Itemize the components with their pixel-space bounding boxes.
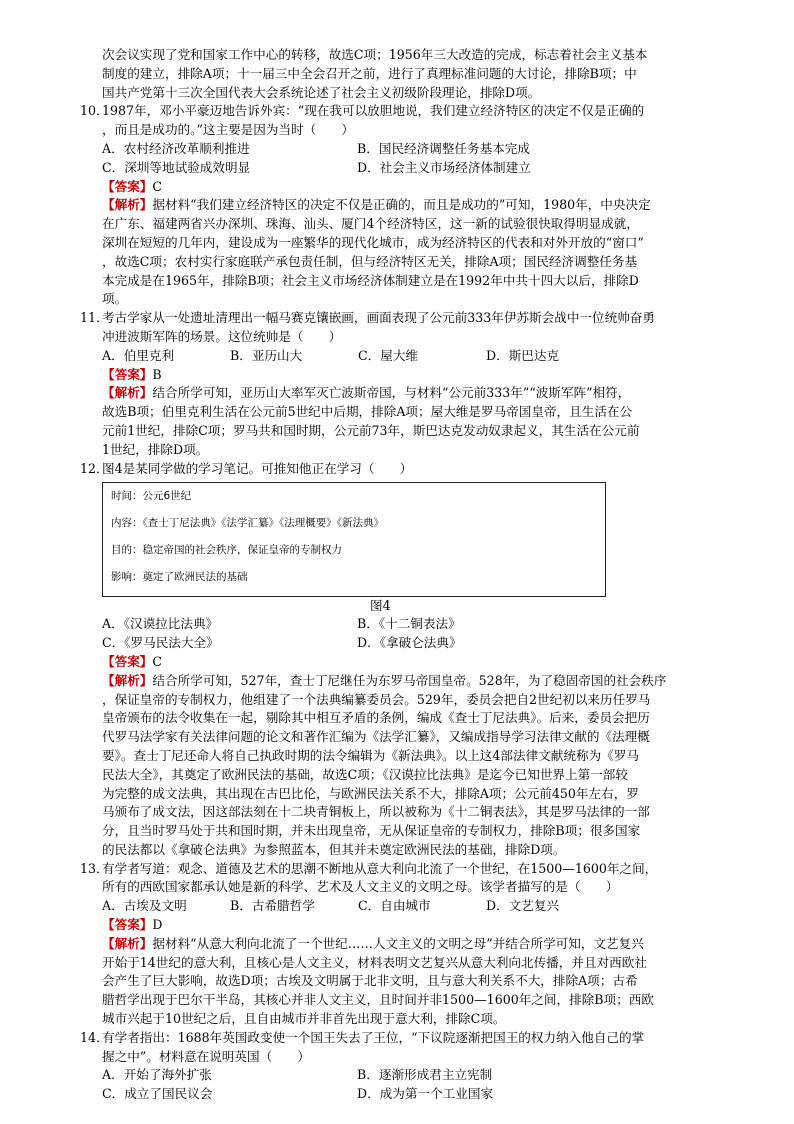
question-number: 13． — [80, 860, 109, 876]
answer-value: C — [152, 178, 163, 194]
option-b: B．国民经济调整任务基本完成 — [357, 140, 530, 156]
option-b: B．《十二铜表法》 — [357, 616, 461, 632]
document-content — [80, 46, 720, 1104]
analysis-text: 马颁布了成文法，因这部法刻在十二块青铜板上，所以被称为《十二铜表法》，其是罗马法律的一部 — [102, 804, 650, 820]
text-line: 次会议实现了党和国家工作中心的转移，故选C项；1956年三大改造的完成，标志着社会主义基本 — [102, 47, 648, 62]
option-d: D．《拿破仑法典》 — [357, 635, 462, 651]
question-stem: 考古学家从一处遗址清理出一幅马赛克镶嵌画，画面表现了公元前333年伊苏斯会战中一位统帅奋勇 — [102, 310, 655, 326]
question-number: 11． — [80, 310, 109, 326]
analysis-text: 1世纪，排除D项。 — [102, 441, 209, 457]
analysis-text: 为完整的成文法典，其出现在古巴比伦，与欧洲民法关系不大，排除A项；公元前450年左右，罗 — [102, 785, 639, 801]
analysis-text: 开始于14世纪的意大利，且核心是人文主义，材料表明文艺复兴从意大利向北传播，并且对西欧社 — [102, 954, 647, 970]
option-d: D．社会主义市场经济体制建立 — [357, 159, 531, 175]
question-12 — [80, 460, 720, 860]
option-b: B．古希腊哲学 — [230, 898, 315, 914]
option-a: A．古埃及文明 — [102, 898, 187, 914]
answer-tag: 【答案】 — [102, 917, 153, 933]
option-b: B．逐渐形成君主立宪制 — [357, 1067, 493, 1083]
analysis-text: 元前1世纪，排除C项；罗马共和国时期，公元前73年，斯巴达克发动奴隶起义，其生活在公元前 — [102, 422, 640, 438]
question-14 — [80, 1029, 720, 1104]
analysis-text: 据材料“我们建立经济特区的决定不仅是正确的，而且是成功的”可知，1980年，中央决定 — [152, 197, 651, 213]
option-d: D．成为第一个工业国家 — [357, 1086, 494, 1102]
analysis-text: 皇帝颁布的法令收集在一起，剔除其中相互矛盾的条例，编成《查士丁尼法典》。后来，委员会把历 — [102, 710, 650, 726]
text-line: 国共产党第十三次全国代表大会系统论述了社会主义初级阶段理论，排除D项。 — [102, 84, 541, 100]
question-11 — [80, 309, 720, 459]
note-time: 时间：公元6世纪 — [111, 490, 192, 503]
option-c: C．《罗马民法大全》 — [102, 635, 219, 651]
analysis-tag: 【解析】 — [102, 935, 153, 951]
answer-value: B — [152, 366, 162, 382]
text-line: 制度的建立，排除A项；十一届三中全会召开之前，进行了真理标准问题的大讨论，排除B项；中 — [102, 65, 637, 81]
figure-caption: 图4 — [370, 598, 391, 614]
question-number: 10． — [80, 103, 109, 119]
analysis-text: 代罗马法学家有关法律问题的论文和著作汇编为《法学汇纂》，又编成指导学习法律文献的《法理概 — [102, 729, 650, 745]
note-content: 内容：《查士丁尼法典》《法学汇纂》《法理概要》《新法典》 — [111, 517, 384, 530]
analysis-text: 在广东、福建两省兴办深圳、珠海、汕头、厦门4个经济特区，这一新的试验很快取得明显成就， — [102, 216, 639, 232]
question-stem: 有学者指出：1688年英国政变使一个国王失去了王位，“下议院逐渐把国王的权力纳入他自己的掌 — [102, 1029, 645, 1045]
question-number: 12． — [80, 460, 109, 476]
note-impact: 影响：奠定了欧洲民法的基础 — [111, 571, 248, 584]
question-stem: 有学者写道：观念、道德及艺术的思潮不断地从意大利向北流了一个世纪，在1500—1600年之间， — [102, 860, 658, 876]
analysis-text: 故选B项；伯里克利生活在公元前5世纪中后期，排除A项；屋大维是罗马帝国皇帝，且生活在公 — [102, 404, 633, 420]
analysis-tag: 【解析】 — [102, 672, 153, 688]
answer-value: D — [152, 917, 163, 933]
analysis-text: 结合所学可知，527年，查士丁尼继任为东罗马帝国皇帝。528年，为了稳固帝国的社会秩序 — [152, 672, 667, 688]
question-stem: 所有的西欧国家都承认她是新的科学、艺术及人文主义的文明之母。该学者描写的是（ ） — [102, 879, 619, 895]
analysis-text: ，保证皇帝的专制权力，他组建了一个法典编纂委员会。529年，委员会把自2世纪初以来历任罗马 — [102, 691, 651, 707]
analysis-text: 深圳在短短的几年内，建设成为一座繁华的现代化城市，成为经济特区的代表和对外开放的“窗口” — [102, 234, 644, 250]
option-a: A．《汉谟拉比法典》 — [102, 616, 219, 632]
option-a: A．农村经济改革顺利推进 — [102, 140, 250, 156]
answer-tag: 【答案】 — [102, 653, 153, 669]
answer-value: C — [152, 653, 163, 669]
analysis-text: 的民法都以《拿破仑法典》为参照蓝本，但其并未奠定欧洲民法的基础，排除D项。 — [102, 841, 566, 857]
answer-tag: 【答案】 — [102, 366, 153, 382]
analysis-text: 分，且当时罗马处于共和国时期，并未出现皇帝，无从保证皇帝的专制权力，排除B项；很多国家 — [102, 823, 641, 839]
option-c: C．自由城市 — [358, 898, 431, 914]
analysis-text: ，故选C项；农村实行家庭联产承包责任制，但与经济特区无关，排除A项；国民经济调整任务基 — [102, 253, 638, 269]
option-d: D．文艺复兴 — [486, 898, 560, 914]
analysis-text: 要》。查士丁尼还命人将自己执政时期的法令编辑为《新法典》。以上这4部法律文献统称为《罗马 — [102, 747, 639, 763]
study-note-box — [102, 482, 606, 597]
question-number: 14． — [80, 1029, 109, 1045]
question-stem: 握之中”。材料意在说明英国（ ） — [102, 1048, 310, 1064]
question-stem: 图4是某同学做的学习笔记。可推知他正在学习（ ） — [102, 460, 413, 476]
note-purpose: 目的：稳定帝国的社会秩序，保证皇帝的专制权力 — [111, 544, 342, 557]
analysis-text: 会产生了巨大影响，故选D项；古埃及文明属于北非文明，且与意大利关系不大，排除A项；古希 — [102, 973, 638, 989]
option-a: A．伯里克利 — [102, 347, 175, 363]
analysis-tag: 【解析】 — [102, 197, 153, 213]
analysis-text: 项。 — [102, 291, 128, 307]
option-c: C．屋大维 — [358, 347, 419, 363]
answer-tag: 【答案】 — [102, 178, 153, 194]
analysis-text: 结合所学可知，亚历山大率军灭亡波斯帝国，与材料“公元前333年”“波斯军阵”相符， — [152, 385, 631, 401]
continuation-block — [80, 46, 720, 102]
option-a: A．开始了海外扩张 — [102, 1067, 212, 1083]
analysis-text: 腊哲学出现于巴尔干半岛，其核心并非人文主义，且时间并非1500—1600年之间，排除B项；西欧 — [102, 992, 654, 1008]
option-d: D．斯巴达克 — [486, 347, 560, 363]
analysis-text: 民法大全》，其奠定了欧洲民法的基础，故选C项；《汉谟拉比法典》是迄今已知世界上第一部较 — [102, 766, 628, 782]
question-10 — [80, 102, 720, 309]
option-c: C．深圳等地试验成效明显 — [102, 159, 251, 175]
analysis-text: 据材料“从意大利向北流了一个世纪……人文主义的文明之母”并结合所学可知，文艺复兴 — [152, 935, 644, 951]
question-stem: ，而且是成功的。”这主要是因为当时（ ） — [102, 122, 355, 138]
option-b: B．亚历山大 — [230, 347, 303, 363]
question-stem: 冲进波斯军阵的场景。这位统帅是（ ） — [102, 328, 342, 344]
question-stem: 1987年，邓小平豪迈地告诉外宾：“现在我可以放胆地说，我们建立经济特区的决定不仅是正确的 — [102, 103, 645, 119]
question-13 — [80, 860, 720, 1029]
analysis-text: 本完成是在1965年，排除B项；社会主义市场经济体制建立是在1992年中共十四大以后，排除D — [102, 272, 639, 288]
option-c: C．成立了国民议会 — [102, 1086, 213, 1102]
analysis-tag: 【解析】 — [102, 385, 153, 401]
analysis-text: 城市兴起于10世纪之后，且自由城市并非首先出现于意大利，排除C项。 — [102, 1011, 506, 1027]
